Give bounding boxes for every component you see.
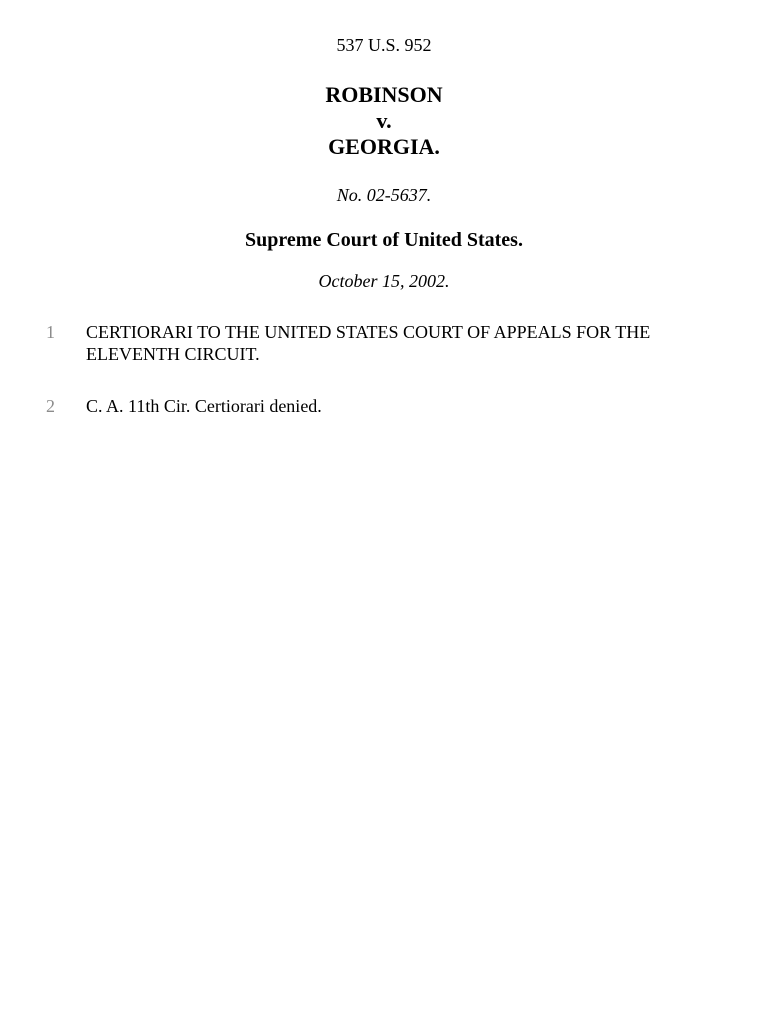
paragraph-text: CERTIORARI TO THE UNITED STATES COURT OF APPEALS FOR THE ELEVENTH CIRCUIT. [86,322,651,364]
docket-number: No. 02-5637. [336,185,432,205]
versus-label: v. [376,108,392,133]
paragraph-text: C. A. 11th Cir. Certiorari denied. [86,396,322,416]
court-name: Supreme Court of United States. [245,229,523,251]
decision-date: October 15, 2002. [318,271,450,291]
petitioner-name: ROBINSON [325,82,443,107]
respondent-name: GEORGIA. [328,134,440,159]
paragraph-number: 1 [46,322,55,342]
case-parties [0,82,768,160]
paragraph-number: 2 [46,396,55,416]
case-citation: 537 U.S. 952 [336,35,432,55]
